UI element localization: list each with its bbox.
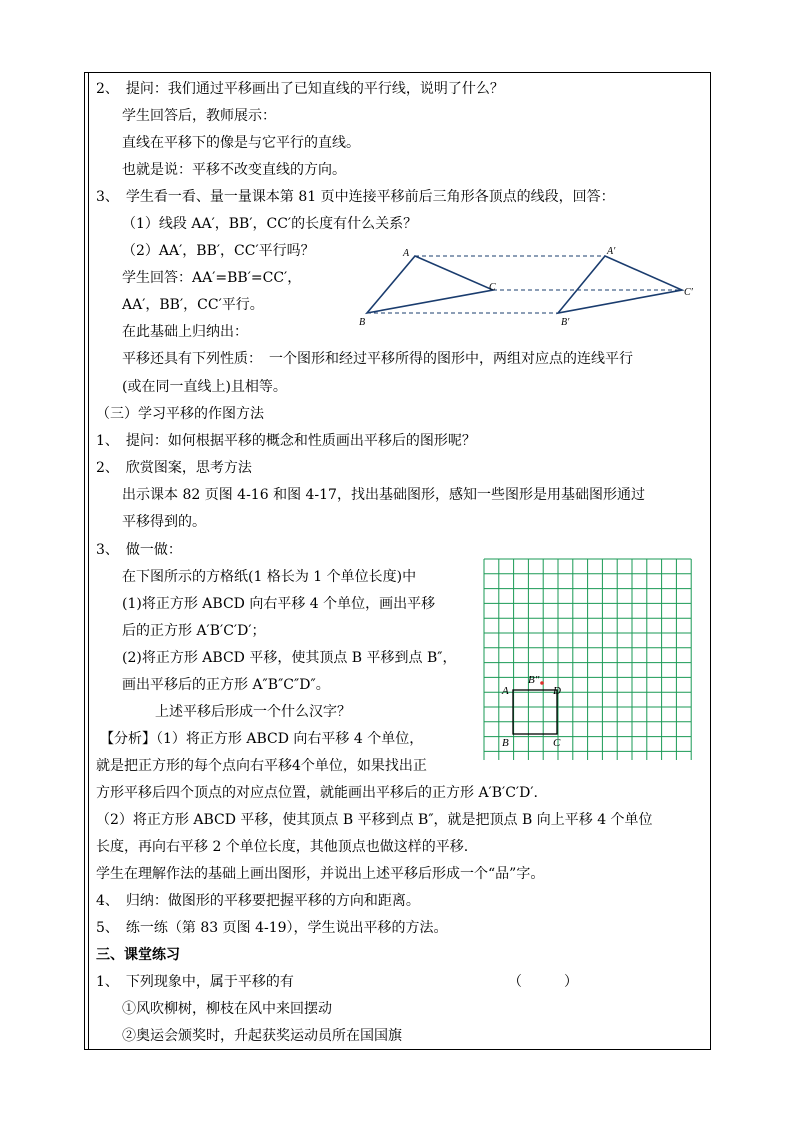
analysis-text: 方形平移后四个顶点的对应点位置，就能画出平移后的正方形 A′B′C′D′. <box>96 785 538 801</box>
translation-triangle-figure <box>355 243 700 328</box>
property-text: (或在同一直线上)且相等。 <box>122 379 287 395</box>
text-line: 也就是说：平移不改变直线的方向。 <box>122 162 346 178</box>
label-b: B <box>359 317 366 328</box>
square-abcd <box>513 690 557 734</box>
label-b-prime: B′ <box>561 317 570 328</box>
item-2-question: 2、 提问：我们通过平移画出了已知直线的平行线，说明了什么？ <box>96 81 504 97</box>
text-line: 学生回答后，教师展示： <box>122 108 276 124</box>
text-line: 直线在平移下的像是与它平行的直线。 <box>122 135 360 151</box>
question-1: 1、 下列现象中，属于平移的有 <box>96 974 294 990</box>
triangle-abc <box>367 256 493 313</box>
property-text: 平移还具有下列性质： 一个图形和经过平移所得的图形中，两组对应点的连线平行 <box>122 351 633 367</box>
answer-blank: （ ） <box>508 974 578 990</box>
label-a: A <box>403 248 410 259</box>
analysis-text: 长度，再向右平移 2 个单位长度，其他顶点也做这样的平移. <box>96 839 469 855</box>
label-d: D <box>553 685 561 697</box>
label-c: C <box>489 282 496 293</box>
text-line: 2、 欣赏图案，思考方法 <box>96 460 252 476</box>
text-line: AA′，BB′，CC′平行。 <box>122 297 264 313</box>
text-line: 4、 归纳：做图形的平移要把握平移的方向和距离。 <box>96 893 420 909</box>
text-line: 上述平移后形成一个什么汉字？ <box>155 704 351 720</box>
text-line: (1)将正方形 ABCD 向右平移 4 个单位，画出平移 <box>122 596 436 612</box>
text-line: 后的正方形 A′B′C′D′； <box>122 623 266 639</box>
text-line: 3、 做一做： <box>96 542 182 558</box>
label-c-prime: C′ <box>684 287 693 298</box>
label-a: A <box>502 685 509 697</box>
text-line: 学生在理解作法的基础上画出图形，并说出上述平移后形成一个“品”字。 <box>96 866 545 882</box>
section-heading-practice: 三、课堂练习 <box>96 947 180 963</box>
text-line: （2）AA′，BB′，CC′平行吗？ <box>122 243 315 259</box>
square-grid-figure <box>480 555 702 760</box>
label-c: C <box>553 737 561 749</box>
section-heading: （三）学习平移的作图方法 <box>96 406 264 422</box>
triangle-a1b1c1 <box>558 256 682 313</box>
analysis-text: 【分析】（1）将正方形 ABCD 向右平移 4 个单位， <box>100 731 424 747</box>
text-line: 学生回答：AA′=BB′=CC′， <box>122 270 302 286</box>
item-3-question: 3、 学生看一看、量一量课本第 81 页中连接平移前后三角形各顶点的线段，回答： <box>96 189 615 205</box>
analysis-text: （2）将正方形 ABCD 平移，使其顶点 B 平移到点 B″，就是把顶点 B 向上平移 4 个单位 <box>96 812 653 828</box>
text-line: 在此基础上归纳出： <box>122 324 248 340</box>
option-2: ②奥运会颁奖时，升起获奖运动员所在国国旗 <box>122 1028 402 1044</box>
point-b-double-prime <box>540 681 544 685</box>
text-line: （1）线段 AA′，BB′，CC′的长度有什么关系？ <box>122 216 418 232</box>
text-line: 画出平移后的正方形 A″B″C″D″。 <box>122 677 330 693</box>
text-line: 5、 练一练（第 83 页图 4-19），学生说出平移的方法。 <box>96 920 448 936</box>
label-b-double-prime: B″ <box>528 674 540 686</box>
option-1: ①风吹柳树，柳枝在风中来回摆动 <box>122 1001 332 1017</box>
label-a-prime: A′ <box>607 246 616 257</box>
analysis-text: 就是把正方形的每个点向右平移4个单位，如果找出正 <box>96 758 427 774</box>
text-line: (2)将正方形 ABCD 平移，使其顶点 B 平移到点 B″， <box>122 650 457 666</box>
text-line: 平移得到的。 <box>122 514 206 530</box>
label-b: B <box>502 737 509 749</box>
text-line: 1、 提问：如何根据平移的概念和性质画出平移后的图形呢？ <box>96 433 476 449</box>
text-line: 出示课本 82 页图 4-16 和图 4-17，找出基础图形，感知一些图形是用基础图形通过 <box>122 487 645 503</box>
grid-lines <box>484 559 691 760</box>
text-line: 在下图所示的方格纸(1 格长为 1 个单位长度)中 <box>122 569 417 585</box>
table-inner-border <box>88 72 89 1050</box>
